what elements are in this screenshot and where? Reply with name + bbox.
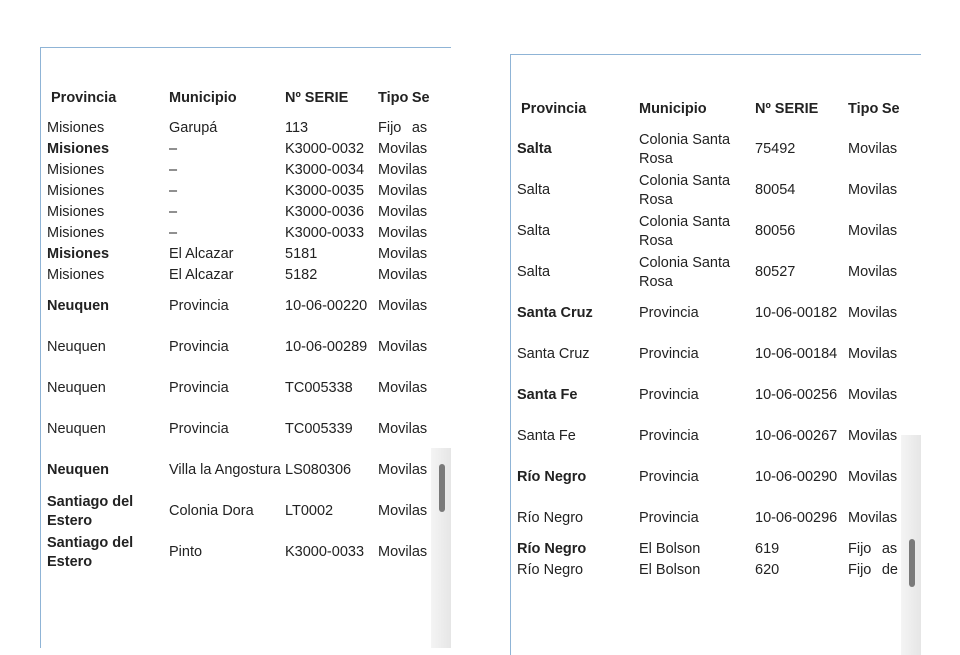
- cell-municipio: –: [169, 162, 178, 178]
- right-table-body: [517, 129, 912, 581]
- cell-serie: 620: [755, 562, 780, 578]
- cell-municipio: El Bolson: [639, 562, 701, 578]
- cell-provincia: Neuquen: [47, 298, 110, 314]
- cell-tipo: Movil: [378, 503, 412, 519]
- cell-serie: 10-06-00289: [285, 339, 368, 355]
- cell-municipio: Provincia: [639, 305, 699, 321]
- cell-provincia: Santa Fe: [517, 428, 576, 444]
- cell-provincia: Río Negro: [517, 510, 584, 526]
- cell-se: de: [881, 562, 898, 578]
- cell-tipo: Movil: [378, 225, 412, 241]
- table-row: [517, 498, 912, 539]
- cell-provincia: Santiago del Estero: [47, 493, 134, 529]
- header-tipo: Tipo: [848, 101, 879, 117]
- cell-provincia: Salta: [517, 141, 552, 157]
- cell-tipo: Movil: [848, 182, 882, 198]
- cell-municipio: Provincia: [169, 421, 229, 437]
- cell-tipo: Movil: [848, 510, 882, 526]
- cell-provincia: Salta: [517, 223, 551, 239]
- header-municipio: Municipio: [639, 101, 707, 117]
- cell-tipo: Movil: [848, 346, 882, 362]
- cell-se: as: [881, 510, 898, 526]
- right-table-panel: [510, 54, 921, 655]
- cell-tipo: Movil: [848, 387, 882, 403]
- cell-tipo: Movil: [378, 544, 412, 560]
- cell-municipio: Colonia Santa Rosa: [639, 131, 731, 167]
- cell-tipo: Movil: [848, 469, 882, 485]
- cell-se: as: [881, 305, 898, 321]
- cell-provincia: Santiago del Estero: [47, 534, 134, 570]
- cell-provincia: Neuquen: [47, 462, 110, 478]
- cell-municipio: Provincia: [169, 298, 229, 314]
- cell-provincia: Misiones: [47, 246, 110, 262]
- cell-provincia: Santa Fe: [517, 387, 578, 403]
- table-row: [47, 118, 442, 139]
- table-header-row: [47, 78, 442, 118]
- cell-serie: 619: [755, 541, 780, 557]
- cell-tipo: Movil: [378, 246, 412, 262]
- cell-municipio: Pinto: [169, 544, 203, 560]
- cell-se: as: [411, 267, 428, 283]
- cell-se: as: [881, 141, 898, 157]
- cell-se: as: [881, 264, 898, 280]
- table-row: [47, 450, 442, 491]
- cell-provincia: Salta: [517, 182, 551, 198]
- cell-serie: 80054: [755, 182, 796, 198]
- cell-tipo: Movil: [378, 141, 412, 157]
- cell-se: as: [881, 346, 898, 362]
- table-row: [517, 129, 912, 170]
- cell-municipio: –: [169, 204, 178, 220]
- cell-municipio: Provincia: [169, 339, 229, 355]
- table-row: [517, 170, 912, 211]
- cell-se: as: [881, 469, 898, 485]
- cell-municipio: Colonia Santa Rosa: [639, 213, 731, 249]
- cell-se: as: [411, 225, 428, 241]
- cell-se: as: [411, 141, 428, 157]
- cell-tipo: Movil: [848, 223, 882, 239]
- table-row: [47, 202, 442, 223]
- cell-serie: 10-06-00290: [755, 469, 838, 485]
- table-row: [517, 293, 912, 334]
- table-row: [517, 375, 912, 416]
- cell-municipio: Garupá: [169, 120, 218, 136]
- cell-tipo: Movil: [378, 267, 412, 283]
- cell-provincia: Santa Cruz: [517, 305, 593, 321]
- right-data-table: [517, 89, 912, 581]
- cell-se: as: [411, 544, 428, 560]
- header-se: Se: [411, 90, 430, 106]
- header-municipio: Municipio: [169, 90, 237, 106]
- cell-serie: TC005339: [285, 421, 353, 437]
- cell-municipio: –: [169, 183, 178, 199]
- cell-se: as: [411, 503, 428, 519]
- cell-serie: 5182: [285, 267, 318, 283]
- table-row: [517, 457, 912, 498]
- cell-municipio: Villa la Angostura: [169, 462, 281, 478]
- table-row: [47, 409, 442, 450]
- cell-provincia: Río Negro: [517, 469, 587, 485]
- scrollbar-thumb[interactable]: [439, 464, 445, 512]
- table-row: [47, 139, 442, 160]
- table-row: [47, 181, 442, 202]
- cell-provincia: Misiones: [47, 204, 105, 220]
- cell-provincia: Misiones: [47, 141, 110, 157]
- cell-provincia: Misiones: [47, 162, 105, 178]
- cell-tipo: Movil: [378, 183, 412, 199]
- cell-serie: K3000-0036: [285, 204, 365, 220]
- cell-provincia: Salta: [517, 264, 551, 280]
- table-row: [47, 368, 442, 409]
- table-row: [47, 286, 442, 327]
- table-row: [517, 252, 912, 293]
- cell-tipo: Movil: [848, 264, 882, 280]
- cell-municipio: El Alcazar: [169, 267, 234, 283]
- cell-serie: K3000-0032: [285, 141, 365, 157]
- cell-serie: LT0002: [285, 503, 334, 519]
- cell-tipo: Movil: [378, 421, 412, 437]
- table-row: [517, 560, 912, 581]
- cell-municipio: Provincia: [639, 346, 699, 362]
- cell-se: as: [411, 462, 428, 478]
- cell-serie: 80527: [755, 264, 796, 280]
- cell-serie: 113: [285, 120, 309, 136]
- table-row: [517, 334, 912, 375]
- cell-tipo: Movil: [848, 305, 882, 321]
- cell-municipio: Colonia Dora: [169, 503, 254, 519]
- cell-provincia: Misiones: [47, 225, 105, 241]
- cell-serie: 10-06-00220: [285, 298, 368, 314]
- cell-provincia: Río Negro: [517, 541, 587, 557]
- cell-municipio: El Alcazar: [169, 246, 234, 262]
- cell-municipio: Provincia: [169, 380, 229, 396]
- table-row: [47, 223, 442, 244]
- cell-se: as: [881, 223, 898, 239]
- header-provincia: Provincia: [51, 90, 117, 106]
- table-row: [517, 211, 912, 252]
- cell-serie: K3000-0035: [285, 183, 365, 199]
- table-header-row: [517, 89, 912, 129]
- cell-municipio: –: [169, 141, 178, 157]
- cell-municipio: Provincia: [639, 387, 699, 403]
- left-table-panel: [40, 47, 451, 648]
- cell-provincia: Misiones: [47, 267, 105, 283]
- cell-se: as: [881, 428, 898, 444]
- cell-tipo: Fijo: [378, 120, 402, 136]
- cell-se: as: [411, 162, 428, 178]
- cell-tipo: Movil: [848, 428, 882, 444]
- cell-serie: 80056: [755, 223, 796, 239]
- table-row: [47, 265, 442, 286]
- cell-serie: 10-06-00267: [755, 428, 838, 444]
- cell-se: as: [411, 298, 428, 314]
- cell-municipio: Colonia Santa Rosa: [639, 172, 731, 208]
- cell-se: as: [411, 339, 428, 355]
- cell-serie: 10-06-00256: [755, 387, 838, 403]
- cell-serie: 10-06-00182: [755, 305, 838, 321]
- cell-se: as: [881, 182, 898, 198]
- cell-tipo: Fijo: [848, 562, 872, 578]
- cell-se: as: [411, 380, 428, 396]
- cell-se: as: [411, 204, 428, 220]
- table-row: [47, 491, 442, 532]
- cell-tipo: Fijo: [848, 541, 872, 557]
- cell-tipo: Movil: [378, 298, 412, 314]
- left-data-table: [47, 78, 442, 573]
- table-row: [517, 416, 912, 457]
- cell-provincia: Neuquen: [47, 380, 106, 396]
- cell-se: as: [411, 120, 428, 136]
- header-provincia: Provincia: [521, 101, 587, 117]
- cell-se: as: [411, 183, 428, 199]
- cell-serie: K3000-0034: [285, 162, 365, 178]
- cell-se: as: [881, 387, 898, 403]
- cell-serie: 75492: [755, 141, 796, 157]
- cell-provincia: Río Negro: [517, 562, 584, 578]
- cell-serie: LS080306: [285, 462, 352, 478]
- cell-serie: K3000-0033: [285, 544, 365, 560]
- left-table-body: [47, 118, 442, 573]
- cell-provincia: Neuquen: [47, 339, 106, 355]
- cell-provincia: Misiones: [47, 183, 105, 199]
- cell-serie: 5181: [285, 246, 318, 262]
- scrollbar-thumb[interactable]: [909, 539, 915, 587]
- header-serie: Nº SERIE: [285, 90, 349, 106]
- cell-serie: K3000-0033: [285, 225, 365, 241]
- header-tipo: Tipo: [378, 90, 409, 106]
- cell-municipio: El Bolson: [639, 541, 701, 557]
- cell-municipio: –: [169, 225, 178, 241]
- cell-tipo: Movil: [378, 162, 412, 178]
- cell-se: as: [411, 246, 428, 262]
- cell-provincia: Misiones: [47, 120, 105, 136]
- cell-serie: 10-06-00296: [755, 510, 838, 526]
- cell-municipio: Provincia: [639, 469, 699, 485]
- table-row: [47, 327, 442, 368]
- cell-provincia: Neuquen: [47, 421, 106, 437]
- cell-tipo: Movil: [848, 141, 882, 157]
- cell-serie: TC005338: [285, 380, 353, 396]
- cell-se: as: [411, 421, 428, 437]
- cell-municipio: Provincia: [639, 510, 699, 526]
- table-row: [47, 160, 442, 181]
- cell-municipio: Provincia: [639, 428, 699, 444]
- table-row: [517, 539, 912, 560]
- cell-tipo: Movil: [378, 462, 412, 478]
- header-serie: Nº SERIE: [755, 101, 819, 117]
- header-se: Se: [881, 101, 900, 117]
- cell-tipo: Movil: [378, 380, 412, 396]
- table-row: [47, 532, 442, 573]
- cell-se: as: [881, 541, 898, 557]
- table-row: [47, 244, 442, 265]
- cell-tipo: Movil: [378, 204, 412, 220]
- cell-municipio: Colonia Santa Rosa: [639, 254, 731, 290]
- cell-tipo: Movil: [378, 339, 412, 355]
- cell-provincia: Santa Cruz: [517, 346, 590, 362]
- cell-serie: 10-06-00184: [755, 346, 838, 362]
